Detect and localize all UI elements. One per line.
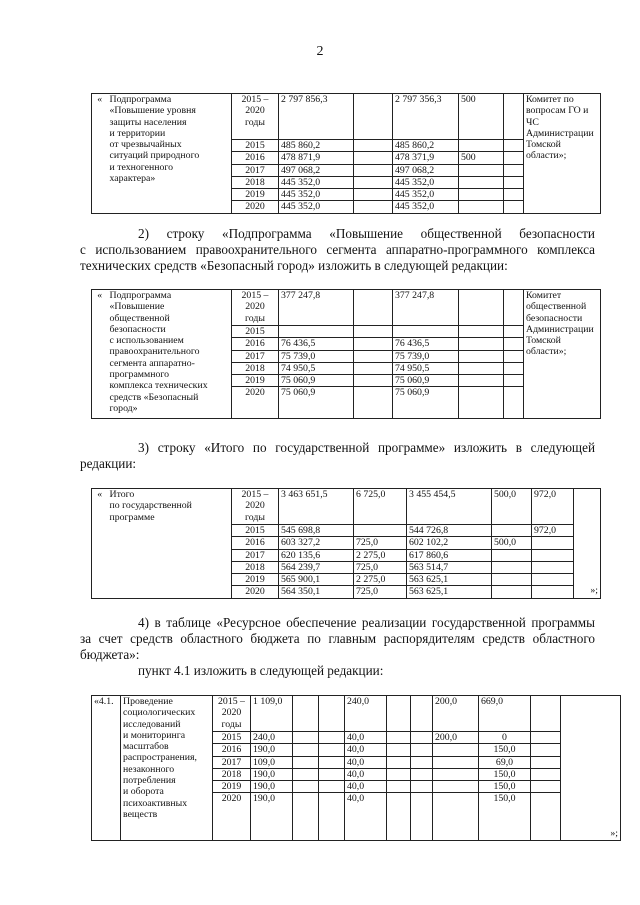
paragraph-3: 3) строку «Итого по государственной программе» изложить в следующей редакции: (80, 440, 595, 471)
period-cell: 2015 – 2020 годы (213, 696, 251, 732)
empty-cell (504, 152, 524, 164)
value-cell (433, 756, 479, 768)
value-cell: 150,0 (479, 793, 531, 841)
value-cell: 6 725,0 (354, 489, 407, 525)
value-cell (387, 744, 411, 756)
value-cell: 445 352,0 (393, 189, 459, 201)
value-cell (387, 732, 411, 744)
year-cell: 2019 (232, 189, 279, 201)
value-cell (459, 176, 504, 188)
value-cell (354, 140, 393, 152)
value-cell (393, 326, 459, 338)
value-cell: 485 860,2 (279, 140, 354, 152)
year-cell: 2018 (232, 362, 279, 374)
value-cell: 40,0 (345, 744, 387, 756)
value-cell: 500,0 (492, 537, 532, 549)
value-cell (532, 561, 574, 573)
empty-cell (504, 140, 524, 152)
table-row (92, 94, 601, 140)
value-cell (387, 768, 411, 780)
value-cell: 240,0 (251, 732, 293, 744)
value-cell: 500 (459, 94, 504, 140)
value-cell: 200,0 (433, 696, 479, 732)
value-cell: 200,0 (433, 732, 479, 744)
value-cell (354, 164, 393, 176)
value-cell (459, 338, 504, 350)
value-cell: 75 739,0 (393, 350, 459, 362)
empty-cell (531, 768, 561, 780)
value-cell (433, 744, 479, 756)
value-cell: 240,0 (345, 696, 387, 732)
value-cell: 190,0 (251, 744, 293, 756)
value-cell (354, 152, 393, 164)
year-cell: 2015 (232, 326, 279, 338)
value-cell (354, 201, 393, 213)
value-cell: 617 860,6 (407, 549, 492, 561)
open-quote: « (92, 489, 108, 599)
value-cell (354, 338, 393, 350)
value-cell (459, 189, 504, 201)
value-cell: 725,0 (354, 537, 407, 549)
value-cell (492, 525, 532, 537)
year-cell: 2020 (232, 201, 279, 213)
value-cell (354, 189, 393, 201)
value-cell: 190,0 (251, 793, 293, 841)
value-cell (433, 781, 479, 793)
value-cell (319, 744, 345, 756)
subprogram-name: Подпрограмма «Повышение общественной безопасности с использованием правоохранительного сегмента аппаратно- программного комплекса технических средств «Безопасный город» (108, 290, 232, 419)
empty-cell (504, 201, 524, 213)
paragraph-4: 4) в таблице «Ресурсное обеспечение реализации государственной программы за счет средств областного бюджета по главным распорядителям средств областного бюджета»: пункт 4.1 изложить в следующей редакции: (80, 615, 595, 678)
year-cell: 2015 (213, 732, 251, 744)
value-cell: 485 860,2 (393, 140, 459, 152)
value-cell (354, 176, 393, 188)
value-cell: 76 436,5 (393, 338, 459, 350)
value-cell (293, 793, 319, 841)
value-cell (492, 561, 532, 573)
value-cell (411, 768, 433, 780)
value-cell (319, 768, 345, 780)
year-cell: 2017 (232, 549, 279, 561)
value-cell: 445 352,0 (393, 201, 459, 213)
close-quote: »; (610, 828, 618, 840)
value-cell: 1 109,0 (251, 696, 293, 732)
value-cell: 3 455 454,5 (407, 489, 492, 525)
value-cell: 40,0 (345, 732, 387, 744)
year-cell: 2017 (213, 756, 251, 768)
period-cell: 2015 – 2020 годы (232, 94, 279, 140)
value-cell: 69,0 (479, 756, 531, 768)
value-cell (459, 326, 504, 338)
value-cell (293, 768, 319, 780)
value-cell: 3 463 651,5 (279, 489, 354, 525)
year-cell: 2017 (232, 164, 279, 176)
value-cell (433, 768, 479, 780)
value-cell (387, 756, 411, 768)
empty-cell (504, 176, 524, 188)
value-cell: 190,0 (251, 768, 293, 780)
value-cell: 2 797 356,3 (393, 94, 459, 140)
value-cell: 445 352,0 (279, 176, 354, 188)
year-cell: 2020 (232, 387, 279, 419)
value-cell: 725,0 (354, 561, 407, 573)
item-number: «4.1. (92, 696, 121, 841)
empty-cell (504, 290, 524, 326)
year-cell: 2018 (213, 768, 251, 780)
value-cell: 563 625,1 (407, 586, 492, 598)
empty-cell (531, 756, 561, 768)
table-program-total (91, 488, 601, 599)
value-cell: 725,0 (354, 586, 407, 598)
value-cell (459, 201, 504, 213)
value-cell: 0 (479, 732, 531, 744)
year-cell: 2015 (232, 525, 279, 537)
empty-cell (531, 781, 561, 793)
value-cell: 445 352,0 (393, 176, 459, 188)
year-cell: 2016 (232, 152, 279, 164)
value-cell: 565 900,1 (279, 574, 354, 586)
empty-cell (504, 362, 524, 374)
value-cell: 500,0 (492, 489, 532, 525)
value-cell (293, 732, 319, 744)
empty-cell (531, 696, 561, 732)
open-quote: « (92, 94, 108, 214)
paragraph-2: 2) строку «Подпрограмма «Повышение общественной безопасности с использованием правоохранительного сегмента аппаратно-программного комплекса технических средств «Безопасный город» изложить в следующей редакции: (80, 226, 595, 273)
empty-cell (504, 350, 524, 362)
value-cell: 109,0 (251, 756, 293, 768)
year-cell: 2017 (232, 350, 279, 362)
empty-cell (531, 732, 561, 744)
value-cell (459, 362, 504, 374)
responsible-organization: Комитет общественной безопасности Администрации Томской области»; (524, 290, 601, 419)
value-cell: 497 068,2 (393, 164, 459, 176)
value-cell (411, 732, 433, 744)
value-cell (411, 781, 433, 793)
value-cell (293, 781, 319, 793)
value-cell (433, 793, 479, 841)
empty-cell (504, 387, 524, 419)
table-row (92, 290, 601, 326)
value-cell: 563 514,7 (407, 561, 492, 573)
value-cell (354, 387, 393, 419)
value-cell (319, 732, 345, 744)
empty-cell (531, 793, 561, 841)
value-cell (319, 793, 345, 841)
value-cell (293, 696, 319, 732)
year-cell: 2016 (213, 744, 251, 756)
value-cell (459, 290, 504, 326)
value-cell: 669,0 (479, 696, 531, 732)
value-cell: 74 950,5 (279, 362, 354, 374)
year-cell: 2020 (232, 586, 279, 598)
year-cell: 2019 (213, 781, 251, 793)
value-cell: 603 327,2 (279, 537, 354, 549)
empty-cell (504, 326, 524, 338)
value-cell: 972,0 (532, 525, 574, 537)
value-cell: 545 698,8 (279, 525, 354, 537)
value-cell: 445 352,0 (279, 201, 354, 213)
value-cell: 40,0 (345, 781, 387, 793)
value-cell: 445 352,0 (279, 189, 354, 201)
value-cell: 74 950,5 (393, 362, 459, 374)
value-cell: 40,0 (345, 793, 387, 841)
page-number: 2 (316, 44, 324, 59)
value-cell (354, 290, 393, 326)
value-cell (293, 744, 319, 756)
value-cell (354, 362, 393, 374)
value-cell (411, 744, 433, 756)
value-cell: 564 350,1 (279, 586, 354, 598)
value-cell: 190,0 (251, 781, 293, 793)
value-cell (532, 537, 574, 549)
value-cell: 972,0 (532, 489, 574, 525)
year-cell: 2018 (232, 561, 279, 573)
period-cell: 2015 – 2020 годы (232, 489, 279, 525)
period-cell: 2015 – 2020 годы (232, 290, 279, 326)
value-cell: 75 060,9 (279, 387, 354, 419)
value-cell (492, 586, 532, 598)
year-cell: 2016 (232, 338, 279, 350)
empty-cell (504, 338, 524, 350)
value-cell (354, 326, 393, 338)
measure-description: Проведение социологических исследований и мониторинга масштабов распространения, незаконного потребления и оборота психоактивных веществ (121, 696, 213, 841)
closing-cell (574, 489, 601, 599)
value-cell: 75 060,9 (393, 375, 459, 387)
table-item-4-1 (91, 695, 621, 841)
year-cell: 2016 (232, 537, 279, 549)
table-row (92, 489, 601, 525)
value-cell: 620 135,6 (279, 549, 354, 561)
value-cell (319, 696, 345, 732)
empty-cell (504, 164, 524, 176)
value-cell (293, 756, 319, 768)
value-cell: 2 797 856,3 (279, 94, 354, 140)
closing-cell (561, 696, 621, 841)
close-quote: »; (590, 585, 598, 597)
value-cell (387, 696, 411, 732)
value-cell (354, 350, 393, 362)
value-cell (354, 94, 393, 140)
empty-cell (504, 375, 524, 387)
value-cell: 377 247,8 (279, 290, 354, 326)
value-cell: 76 436,5 (279, 338, 354, 350)
value-cell (387, 793, 411, 841)
year-cell: 2019 (232, 574, 279, 586)
value-cell: 602 102,2 (407, 537, 492, 549)
year-cell: 2018 (232, 176, 279, 188)
value-cell: 75 739,0 (279, 350, 354, 362)
value-cell (411, 793, 433, 841)
value-cell: 40,0 (345, 756, 387, 768)
subprogram-name: Подпрограмма «Повышение уровня защиты населения и территории от чрезвычайных ситуаций природного и техногенного характера» (108, 94, 232, 214)
year-cell: 2019 (232, 375, 279, 387)
value-cell: 40,0 (345, 768, 387, 780)
value-cell (459, 387, 504, 419)
value-cell (492, 574, 532, 586)
year-cell: 2015 (232, 140, 279, 152)
value-cell (459, 375, 504, 387)
value-cell: 2 275,0 (354, 574, 407, 586)
value-cell: 150,0 (479, 744, 531, 756)
value-cell (459, 164, 504, 176)
empty-cell (504, 94, 524, 140)
value-cell: 544 726,8 (407, 525, 492, 537)
table-row (92, 696, 621, 732)
value-cell (532, 549, 574, 561)
value-cell (354, 375, 393, 387)
value-cell: 563 625,1 (407, 574, 492, 586)
value-cell: 478 371,9 (393, 152, 459, 164)
value-cell (532, 574, 574, 586)
open-quote: « (92, 290, 108, 419)
value-cell (411, 756, 433, 768)
responsible-organization: Комитет по вопросам ГО и ЧС Администрации Томской области»; (524, 94, 601, 214)
empty-cell (531, 744, 561, 756)
empty-cell (504, 189, 524, 201)
value-cell (319, 756, 345, 768)
value-cell (459, 140, 504, 152)
value-cell: 377 247,8 (393, 290, 459, 326)
table-civil-protection (91, 93, 601, 214)
value-cell: 75 060,9 (279, 375, 354, 387)
value-cell: 500 (459, 152, 504, 164)
table-public-safety (91, 289, 601, 419)
value-cell: 150,0 (479, 781, 531, 793)
value-cell (319, 781, 345, 793)
value-cell (459, 350, 504, 362)
value-cell (532, 586, 574, 598)
value-cell (279, 326, 354, 338)
value-cell: 75 060,9 (393, 387, 459, 419)
value-cell (354, 525, 407, 537)
value-cell (411, 696, 433, 732)
value-cell: 497 068,2 (279, 164, 354, 176)
value-cell: 2 275,0 (354, 549, 407, 561)
value-cell (492, 549, 532, 561)
year-cell: 2020 (213, 793, 251, 841)
value-cell: 478 871,9 (279, 152, 354, 164)
value-cell: 564 239,7 (279, 561, 354, 573)
value-cell (387, 781, 411, 793)
total-label: Итого по государственной программе (108, 489, 232, 599)
value-cell: 150,0 (479, 768, 531, 780)
